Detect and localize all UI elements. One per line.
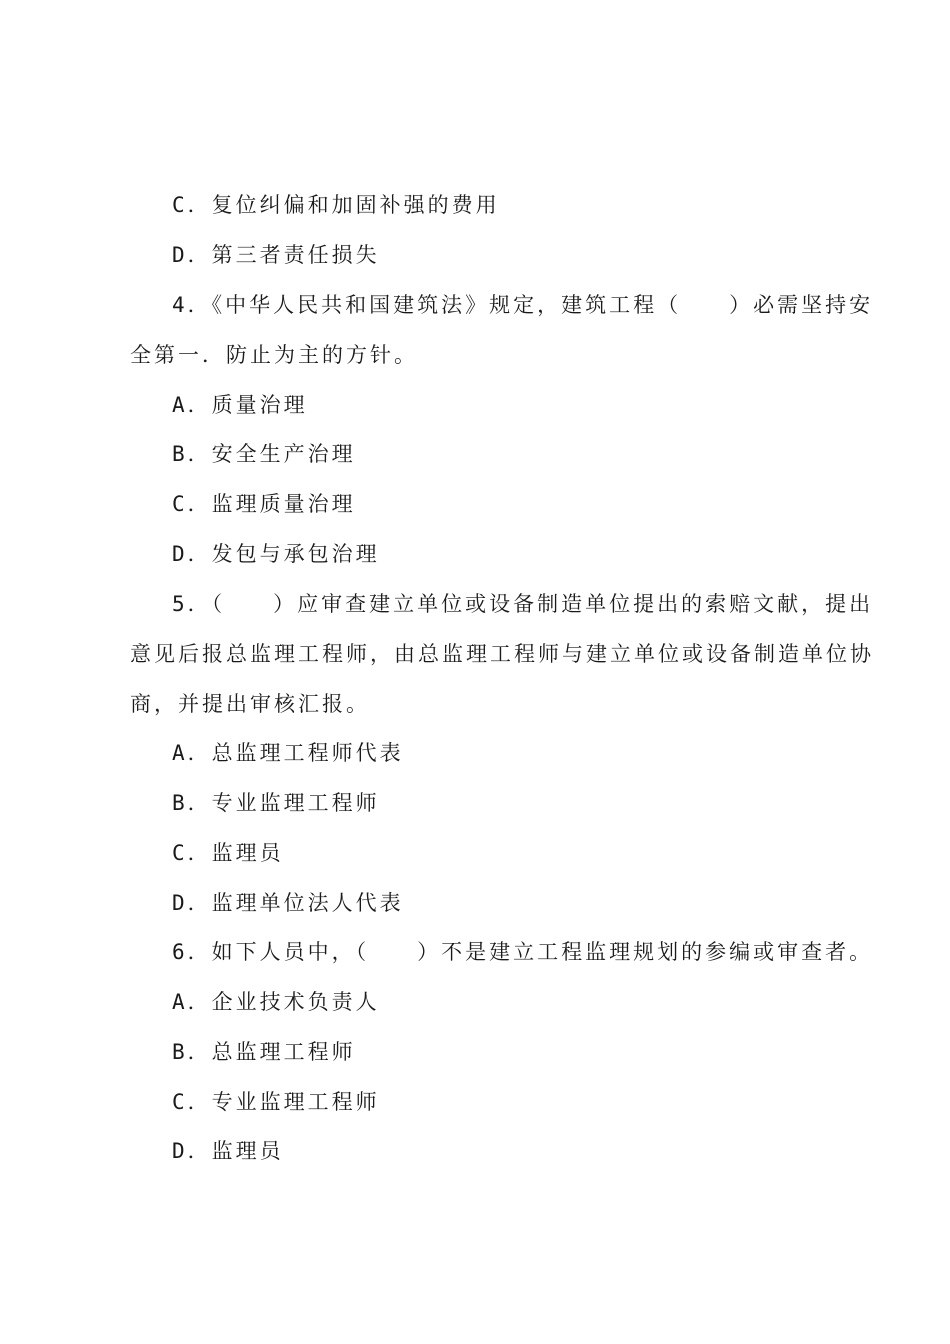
q3-option-c: C．复位纠偏和加固补强的费用 [172,193,500,217]
q5-option-d: D．监理单位法人代表 [172,891,404,915]
q4-stem-line-1: 4．《中华人民共和国建筑法》规定，建筑工程（ ）必需坚持安 [172,293,874,317]
q5-stem-line-2: 意见后报总监理工程师，由总监理工程师与建立单位或设备制造单位协 [130,642,874,666]
q3-option-d: D．第三者责任损失 [172,243,380,267]
q5-stem-line-3: 商，并提出审核汇报。 [130,692,370,716]
q6-option-b: B．总监理工程师 [172,1040,356,1064]
q4-stem-line-2: 全第一．防止为主的方针。 [130,343,418,367]
q6-option-c: C．专业监理工程师 [172,1090,380,1114]
q6-stem-line-1: 6．如下人员中，（ ）不是建立工程监理规划的参编或审查者。 [172,940,874,964]
q5-option-c: C．监理员 [172,841,284,865]
q4-option-a: A．质量治理 [172,393,308,417]
q4-option-b: B．安全生产治理 [172,442,356,466]
q4-option-c: C．监理质量治理 [172,492,356,516]
q5-stem-line-1: 5．（ ）应审查建立单位或设备制造单位提出的索赔文献，提出 [172,592,874,616]
q6-option-d: D．监理员 [172,1139,284,1163]
q5-option-b: B．专业监理工程师 [172,791,380,815]
q6-option-a: A．企业技术负责人 [172,990,380,1014]
q4-option-d: D．发包与承包治理 [172,542,380,566]
q5-option-a: A．总监理工程师代表 [172,741,404,765]
